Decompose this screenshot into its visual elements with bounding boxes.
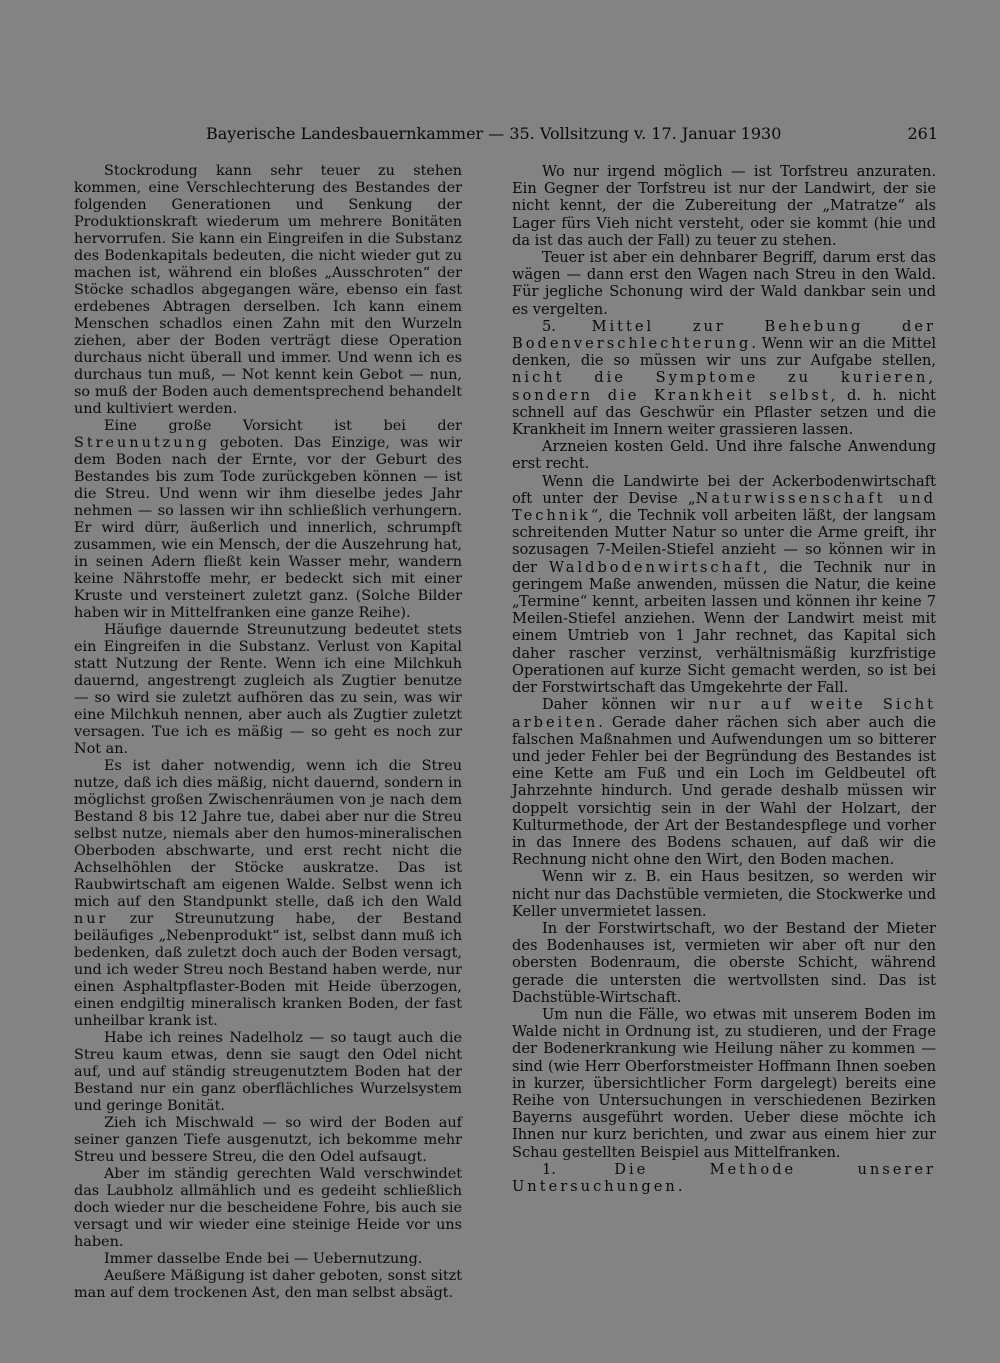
paragraph: Habe ich reines Nadelholz — so taugt auch die Streu kaum etwas, denn sie saugt den Odel nicht auf, und auf ständig streugenutztem Boden hat der Bestand nur ein ganz oberflächliches Wurzelsystem und geringe Bonität. [74, 1030, 462, 1114]
paragraph: Arzneien kosten Geld. Und ihre falsche Anwendung erst recht. [512, 438, 936, 473]
paragraph: Aber im ständig gerechten Wald verschwindet das Laubholz allmählich und es gedeiht schließlich doch wieder nur die bescheidene Fohre, bis auch sie versagt und wir wieder eine steinige Heide vor uns haben. [74, 1166, 462, 1250]
left-column [74, 163, 462, 1302]
spaced-emphasis: Mittel zur Behebung der Bodenverschlechterung [512, 317, 936, 353]
paragraph: Es ist daher notwendig, wenn ich die Streu nutze, daß ich dies mäßig, nicht dauernd, sondern in möglichst großen Zwischenräumen von je nach dem Bestand 8 bis 12 Jahre tue, dabei aber nur die Streu selbst nutze, niemals aber den humos-mineralischen Oberboden abschwarte, und erst recht nicht die Achselhöhlen der Stöcke auskratze. Das ist Raubwirtschaft am eigenen Walde. Selbst wenn ich mich auf den Standpunkt stelle, daß ich den Wald nur zur Streunutzung habe, der Bestand beiläufiges „Nebenprodukt“ ist, selbst dann muß ich bedenken, daß zuletzt doch auch der Boden versagt, und ich weder Streu noch Bestand haben werde, nur einen Asphaltpflaster-Boden mit Heide überzogen, einen endgiltig mineralisch kranken Boden, der fast unheilbar krank ist. [74, 758, 462, 1029]
paragraph: Häufige dauernde Streunutzung bedeutet stets ein Eingreifen in die Substanz. Verlust von Kapital statt Nutzung der Rente. Wenn ich eine Milchkuh dauernd, angestrengt zugleich als Zugtier benutze — so wird sie zuletzt aufhören das zu sein, was wir eine Milchkuh nennen, aber auch als Zugtier zuletzt versagen. Tue ich es mäßig — so geht es noch zur Not an. [74, 622, 462, 757]
paragraph: Um nun die Fälle, wo etwas mit unserem Boden im Walde nicht in Ordnung ist, zu studieren, und der Frage der Bodenerkrankung wie Heilung näher zu kommen — sind (wie Herr Oberforstmeister Hoffmann Ihnen soeben in kurzer, übersichtlicher Form dargelegt) bereits eine Reihe von Untersuchungen in verschiedenen Bezirken Bayerns ausgeführt worden. Ueber diese möchte ich Ihnen nur kurz berichten, und zwar aus einem hier zur Schau gestellten Beispiel aus Mittelfranken. [512, 1005, 936, 1161]
paragraph: Eine große Vorsicht ist bei der Streunutzung geboten. Das Einzige, was wir dem Boden nach der Ernte, vor der Geburt des Bestandes bis zum Tode zurückgeben können — ist die Streu. Und wenn wir ihm dieselbe jedes Jahr nehmen — so lassen wir ihn schließlich verhungern. Er wird dürr, äußerlich und innerlich, schrumpft zusammen, wie ein Mensch, der die Auszehrung hat, in seinen Adern fließt kein Wasser mehr, wandern keine Nährstoffe mehr, er bedeckt sich mit einer Kruste und versteinert zuletzt ganz. (Solche Bilder haben wir in Mittelfranken eine ganze Reihe). [74, 418, 462, 621]
spaced-emphasis: Die Methode unserer Untersuchungen [512, 1160, 936, 1195]
paragraph: Aeußere Mäßigung ist daher geboten, sonst sitzt man auf dem trockenen Ast, den man selbst absägt. [74, 1268, 462, 1301]
spaced-emphasis: Naturwissenschaft und Technik [512, 489, 936, 525]
paragraph: Immer dasselbe Ende bei — Uebernutzung. [104, 1251, 423, 1267]
paragraph: Wenn die Landwirte bei der Ackerbodenwirtschaft oft unter der Devise „Naturwissenschaft und Technik“, die Technik voll arbeiten läßt, der langsam schreitenden Mutter Natur so unter die Arme greift, ihr sozusagen 7-Meilen-Stiefel anzieht — so können wir in der Waldbodenwirtschaft, die Technik nur in geringem Maße anwenden, müssen die Natur, die keine „Termine“ kennt, arbeiten lassen und können ihr keine 7 Meilen-Stiefel anziehen. Wenn der Landwirt meist mit einem Umtrieb von 1 Jahr rechnet, das Kapital sich daher rascher verzinst, verhältnismäßig kurzfristige Operationen auf kurze Sicht gemacht werden, so ist bei der Forstwirtschaft das Umgekehrte der Fall. [512, 472, 936, 697]
paragraph: 5. Mittel zur Behebung der Bodenverschlechterung. Wenn wir an die Mittel denken, die so müssen wir uns zur Aufgabe stellen, nicht die Symptome zu kurieren, sondern die Krankheit selbst, d. h. nicht schnell auf das Geschwür ein Pflaster setzen und die Krankheit im Innern weiter grassieren lassen. [512, 317, 936, 439]
paragraph: Wenn wir z. B. ein Haus besitzen, so werden wir nicht nur das Dachstüble vermieten, die Stockwerke und Keller unvermietet lassen. [512, 868, 936, 920]
running-title: Bayerische Landesbauernkammer — 35. Vollsitzung v. 17. Januar 1930 [206, 124, 782, 143]
paragraph: Daher können wir nur auf weite Sicht arbeiten. Gerade daher rächen sich aber auch die falschen Maßnahmen und Aufwendungen um so bitterer und jeder Fehler bei der Begründung des Bestandes ist eine Kette am Fuß und ein Loch im Geldbeutel oft Jahrzehnte hindurch. Und gerade deshalb müssen wir doppelt vorsichtig sein in der Wahl der Holzart, der Kulturmethode, der Art der Bestandespflege und vorher in das Innere des Bodens schauen, auf daß wir die Rechnung nicht ohne den Wirt, den Boden machen. [512, 696, 936, 869]
page-header [100, 121, 938, 147]
spaced-emphasis: nur [74, 911, 109, 927]
right-column [512, 163, 936, 1195]
spaced-emphasis: Streunutzung [74, 435, 210, 451]
paragraph: Zieh ich Mischwald — so wird der Boden auf seiner ganzen Tiefe ausgenutzt, ich bekomme mehr Streu und bessere Streu, die den Odel aufsaugt. [74, 1115, 462, 1165]
paragraph: In der Forstwirtschaft, wo der Bestand der Mieter des Bodenhauses ist, vermieten wir aber oft nur den obersten Bodenraum, die oberste Schicht, während gerade die untersten die wertvollsten sind. Das ist Dachstüble-Wirtschaft. [512, 919, 936, 1006]
paragraph: Teuer ist aber ein dehnbarer Begriff, darum erst das wägen — dann erst den Wagen nach Streu in den Wald. Für jegliche Schonung wird der Wald dankbar sein und es vergelten. [512, 249, 936, 318]
paragraph: 1. Die Methode unserer Untersuchungen. [512, 1160, 936, 1195]
paragraph: Stockrodung kann sehr teuer zu stehen kommen, eine Verschlechterung des Bestandes der folgenden Generationen und Senkung der Produktionskraft wiederum um mehrere Bonitäten hervorrufen. Sie kann ein Eingreifen in die Substanz des Bodenkapitals bedeuten, die nicht wieder gut zu machen ist, während ein bloßes „Ausschroten“ der Stöcke schadlos abgegangen wäre, ebenso ein fast erdebenes Abtragen derselben. Ich kann einem Menschen schadlos einen Zahn mit den Wurzeln ziehen, aber der Boden verträgt diese Operation durchaus nicht überall und immer. Und wenn ich es durchaus tun muß, — Not kennt kein Gebot — nun, so muß der Boden auch dementsprechend behandelt und kultiviert werden. [74, 163, 462, 417]
spaced-emphasis: Waldbodenwirtschaft [549, 558, 763, 576]
paragraph: Wo nur irgend möglich — ist Torfstreu anzuraten. Ein Gegner der Torfstreu ist nur der Landwirt, der sie nicht kennt, der die Zubereitung der „Matratze“ als Lager fürs Vieh nicht versteht, oder sie kommt (hie und da ist das auch der Fall) zu teuer zu stehen. [512, 163, 936, 249]
page-number: 261 [907, 124, 938, 143]
spaced-emphasis: nicht die Symptome zu kurieren, sondern die Krankheit selbst [512, 369, 936, 404]
spaced-emphasis: nur auf weite Sicht arbeiten [512, 696, 936, 731]
